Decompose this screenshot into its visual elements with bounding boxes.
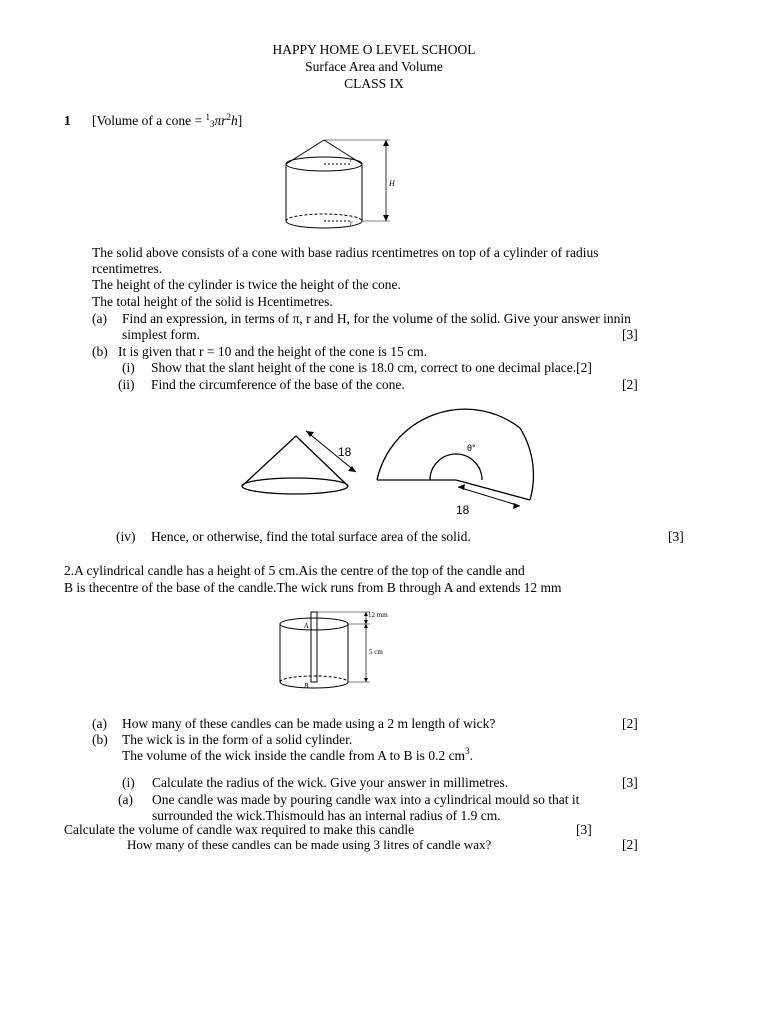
q1b-i-text: Show that the slant height of the cone is 18.0 cm, correct to one decimal place.[2] bbox=[151, 360, 592, 375]
fig3-12mm-label: 12 mm bbox=[368, 611, 388, 619]
q2a-text: How many of these candles can be made using a 2 m length of wick? bbox=[122, 716, 496, 731]
q1b-ii-marks: [2] bbox=[622, 377, 638, 392]
q1b-iv-text: Hence, or otherwise, find the total surface area of the solid. bbox=[151, 529, 471, 544]
fig2-angle-label: θ° bbox=[467, 443, 476, 453]
q1b-ii-label: (ii) bbox=[118, 377, 135, 392]
q2b-label: (b) bbox=[92, 732, 108, 747]
q2a-label: (a) bbox=[92, 716, 107, 731]
q2-a2-text: One candle was made by pouring candle wax into a cylindrical mould so that it bbox=[152, 792, 580, 807]
q2-i-text: Calculate the radius of the wick. Give your answer in millimetres. bbox=[152, 775, 509, 790]
subject-title: Surface Area and Volume bbox=[305, 59, 443, 74]
q2-calc-marks: [3] bbox=[576, 822, 592, 837]
q1b-label: (b) bbox=[92, 344, 108, 359]
q1a-marks: [3] bbox=[622, 327, 638, 342]
q1-intro-line-3: The height of the cylinder is twice the height of the cone. bbox=[92, 277, 401, 292]
fig1-r-bottom-label: r bbox=[350, 219, 353, 227]
cone-cylinder-figure bbox=[280, 132, 410, 232]
q1a-text-cont: simplest form. bbox=[122, 327, 200, 342]
q1b-i-label: (i) bbox=[122, 360, 135, 375]
q2-i-marks: [3] bbox=[622, 775, 638, 790]
q2-last-text: How many of these candles can be made using 3 litres of candle wax? bbox=[127, 837, 492, 852]
q2-line-1: 2.A cylindrical candle has a height of 5 cm.Ais the centre of the top of the candle and bbox=[64, 563, 525, 578]
q1b-iv-label: (iv) bbox=[116, 529, 136, 544]
q1-intro-line-1: The solid above consists of a cone with base radius rcentimetres on top of a cylinder of radius bbox=[92, 245, 599, 260]
q1b-text: It is given that r = 10 and the height of the cone is 15 cm. bbox=[118, 344, 428, 359]
q2-line-2: B is thecentre of the base of the candle.The wick runs from B through A and extends 12 mm bbox=[64, 580, 562, 595]
q2-a2-text-cont: surrounded the wick.Thismould has an internal radius of 1.9 cm. bbox=[152, 808, 501, 823]
q2-calc-text: Calculate the volume of candle wax required to make this candle bbox=[64, 822, 415, 837]
school-name: HAPPY HOME O LEVEL SCHOOL bbox=[272, 42, 476, 57]
q2a-marks: [2] bbox=[622, 716, 638, 731]
q1b-iv-marks: [3] bbox=[668, 529, 684, 544]
q2-last-marks: [2] bbox=[622, 837, 638, 852]
q1a-text: Find an expression, in terms of π, r and H, for the volume of the solid. Give your answer innin bbox=[122, 311, 631, 326]
q2-i-label: (i) bbox=[122, 775, 135, 790]
q1-intro-line-2: rcentimetres. bbox=[92, 261, 163, 276]
fig3-5cm-label: 5 cm bbox=[369, 648, 383, 656]
fig1-r-top-label: r bbox=[350, 156, 353, 164]
fig2-slant-label: 18 bbox=[338, 445, 352, 459]
fig3-B-label: B bbox=[304, 682, 309, 690]
fig1-H-label: H bbox=[389, 179, 395, 188]
class-label: CLASS IX bbox=[344, 76, 404, 91]
cone-and-sector-figure bbox=[230, 388, 550, 518]
q2b-text: The wick is in the form of a solid cylinder. bbox=[122, 732, 353, 747]
q2b-text-cont: The volume of the wick inside the candle from A to B is 0.2 $cm^3$. bbox=[122, 746, 473, 763]
q1a-label: (a) bbox=[92, 311, 107, 326]
question-1-number: 1 bbox=[64, 113, 71, 128]
candle-figure bbox=[270, 602, 410, 694]
q2-a2-label: (a) bbox=[118, 792, 133, 807]
q1-intro-line-4: The total height of the solid is Hcentimetres. bbox=[92, 294, 333, 309]
fig2-sector-label: 18 bbox=[456, 503, 470, 517]
fig3-A-label: A bbox=[304, 622, 309, 630]
q1b-ii-text: Find the circumference of the base of the cone. bbox=[151, 377, 405, 392]
cone-volume-formula: [Volume of a cone = $^13\pi r^2h$] bbox=[92, 112, 243, 129]
